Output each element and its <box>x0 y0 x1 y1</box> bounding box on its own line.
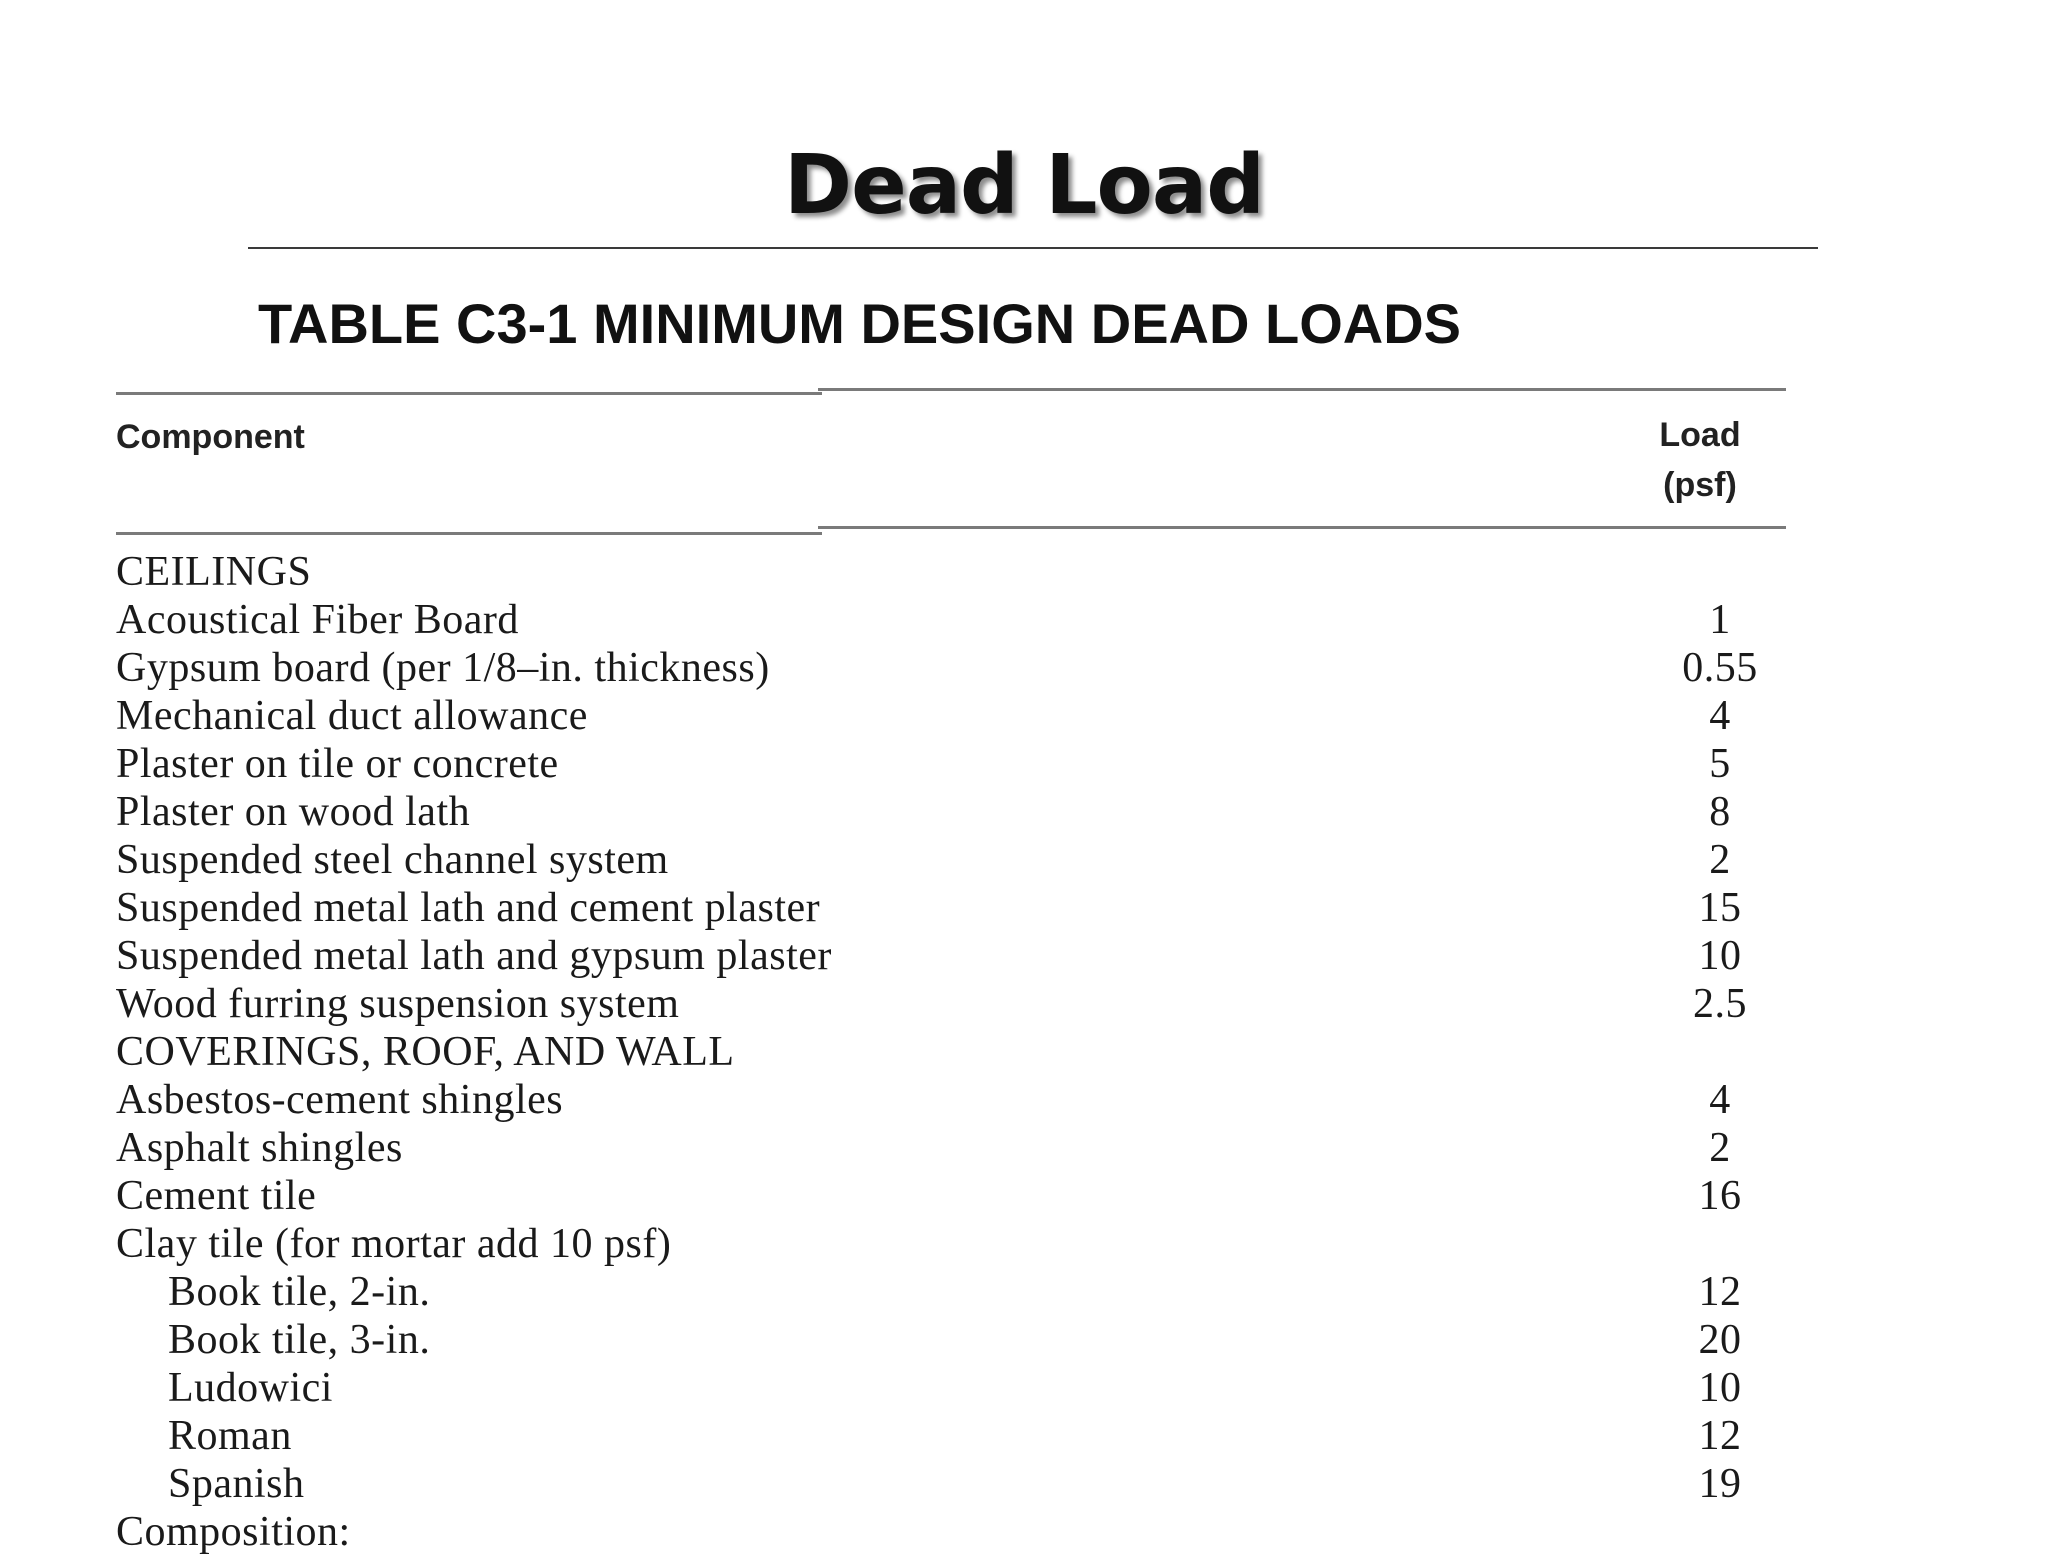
table-row <box>116 1412 1766 1460</box>
row-load-value: 20 <box>1698 1317 1742 1363</box>
row-load-value: 5 <box>1709 741 1731 787</box>
row-load-value: 8 <box>1709 789 1731 835</box>
row-component: Plaster on wood lath <box>116 789 471 835</box>
table-row <box>116 1076 1766 1124</box>
row-load-value: 1 <box>1709 597 1731 643</box>
row-load-value: 2 <box>1709 1125 1731 1171</box>
table-row <box>116 1268 1766 1316</box>
table-row <box>116 980 1766 1028</box>
row-load-value: 0.55 <box>1682 645 1758 691</box>
row-load-value: 4 <box>1709 1077 1731 1123</box>
row-component: Suspended metal lath and gypsum plaster <box>116 933 832 979</box>
table-row <box>116 1460 1766 1508</box>
row-load-value: 10 <box>1698 1365 1742 1411</box>
table-row <box>116 692 1766 740</box>
table-row <box>116 1028 1766 1076</box>
table-top-rule-left <box>116 392 822 395</box>
table-row <box>116 1172 1766 1220</box>
row-load-value: 16 <box>1698 1173 1742 1219</box>
table-caption-clip <box>258 292 1461 356</box>
table-row <box>116 740 1766 788</box>
row-component: CEILINGS <box>116 549 312 595</box>
row-component: Composition: <box>116 1509 351 1555</box>
row-component: Ludowici <box>168 1365 333 1411</box>
table-row <box>116 932 1766 980</box>
row-load-value: 10 <box>1698 933 1742 979</box>
table-top-rule-right <box>818 388 1786 391</box>
row-component: Asbestos-cement shingles <box>116 1077 564 1123</box>
row-component: Acoustical Fiber Board <box>116 597 519 643</box>
table-row <box>116 836 1766 884</box>
row-load-value: 4 <box>1709 693 1731 739</box>
row-load-value: 12 <box>1698 1269 1742 1315</box>
table-header-rule-left <box>116 532 822 535</box>
table-row <box>116 1220 1766 1268</box>
table-caption: TABLE C3-1 MINIMUM DESIGN DEAD LOADS <box>258 292 1461 355</box>
table-row <box>116 1364 1766 1412</box>
table-row <box>116 548 1766 596</box>
table-row <box>116 1316 1766 1364</box>
row-component: Plaster on tile or concrete <box>116 741 559 787</box>
table-row <box>116 596 1766 644</box>
row-component: Mechanical duct allowance <box>116 693 588 739</box>
row-component: Wood furring suspension system <box>116 981 680 1027</box>
column-header-load <box>1640 410 1760 510</box>
row-component: Cement tile <box>116 1173 317 1219</box>
row-component: Asphalt shingles <box>116 1125 403 1171</box>
column-header-load-label: Load <box>1659 416 1741 454</box>
table-row <box>116 644 1766 692</box>
slide-title: Dead Load <box>784 138 1264 233</box>
row-component: Book tile, 3-in. <box>168 1317 431 1363</box>
table-row <box>116 788 1766 836</box>
table-header-rule-right <box>818 526 1786 529</box>
row-component: Suspended steel channel system <box>116 837 669 883</box>
table-row <box>116 1508 1766 1556</box>
row-component: Clay tile (for mortar add 10 psf) <box>116 1221 672 1267</box>
row-component: COVERINGS, ROOF, AND WALL <box>116 1029 735 1075</box>
row-load-value: 15 <box>1698 885 1742 931</box>
row-load-value: 12 <box>1698 1413 1742 1459</box>
table-row <box>116 1124 1766 1172</box>
row-component: Spanish <box>168 1461 305 1507</box>
row-load-value: 2.5 <box>1693 981 1747 1027</box>
row-load-value: 2 <box>1709 837 1731 883</box>
row-component: Gypsum board (per 1/8–in. thickness) <box>116 645 770 691</box>
row-component: Suspended metal lath and cement plaster <box>116 885 821 931</box>
row-component: Book tile, 2-in. <box>168 1269 431 1315</box>
table-row <box>116 884 1766 932</box>
row-component: Roman <box>168 1413 292 1459</box>
column-header-component: Component <box>116 418 305 456</box>
row-load-value: 19 <box>1698 1461 1742 1507</box>
table-body <box>116 548 1766 1555</box>
column-header-load-unit: (psf) <box>1663 466 1737 504</box>
